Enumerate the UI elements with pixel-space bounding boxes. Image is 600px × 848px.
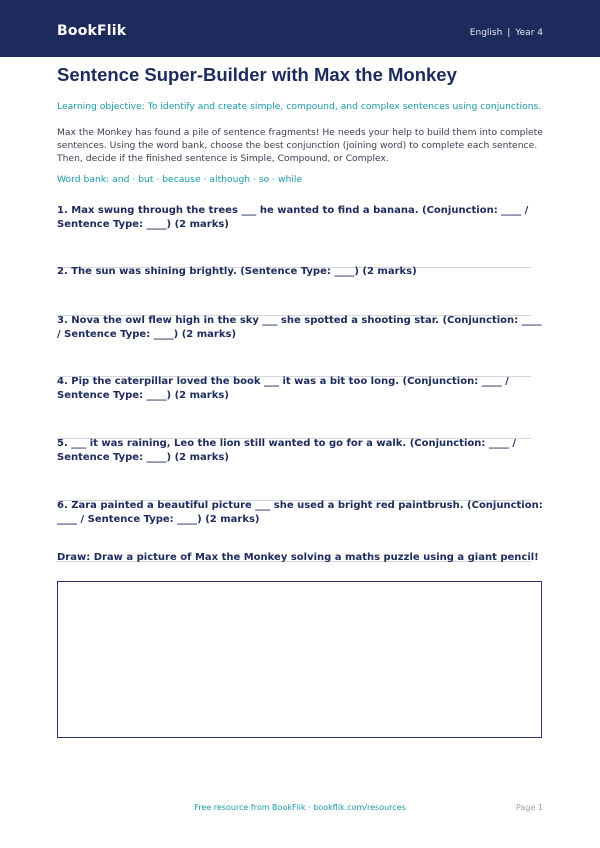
question-6: 6. Zara painted a beautiful picture ___ she used a bright red paintbrush. (Conjunction: ____ / Sentence Type: ____) (2 marks) (57, 500, 543, 526)
draw-prompt: Draw: Draw a picture of Max the Monkey solving a maths puzzle using a giant pencil! (57, 552, 539, 563)
question-3: 3. Nova the owl flew high in the sky ___ she spotted a shooting star. (Conjunction: ____ / Sentence Type: ____) (2 marks) (57, 315, 542, 341)
drawing-area[interactable] (57, 581, 542, 738)
question-5: 5. ___ it was raining, Leo the lion still wanted to go for a walk. (Conjunction: ____ / Sentence Type: ____) (2 marks) (57, 438, 516, 464)
subject-label: English (469, 28, 503, 38)
intro-paragraph: Max the Monkey has found a pile of sentence fragments! He needs your help to build them into complete sentences. Using the word bank, choose the best conjunction (joining word) to complete each sentence. Then, decide if the finished sentence is Simple, Compound, or Complex. (57, 127, 543, 165)
year-label: Year 4 (515, 28, 543, 38)
question-4: 4. Pip the caterpillar loved the book ___ it was a bit too long. (Conjunction: ____ / Sentence Type: ____) (2 marks) (57, 376, 509, 402)
header-meta (470, 28, 543, 38)
page-header (0, 0, 600, 57)
learning-objective: Learning objective: To identify and create simple, compound, and complex sentences using conjunctions. (57, 101, 542, 112)
footer-credit: Free resource from BookFlik · bookflik.com/resources (194, 803, 406, 812)
brand-logo: BookFlik (57, 23, 127, 39)
worksheet-title: Sentence Super-Builder with Max the Monkey (57, 64, 457, 85)
word-bank: Word bank: and · but · because · although · so · while (57, 174, 303, 185)
question-1: 1. Max swung through the trees ___ he wanted to find a banana. (Conjunction: ____ / Sentence Type: ____) (2 marks) (57, 205, 529, 231)
question-2: 2. The sun was shining brightly. (Sentence Type: ____) (2 marks) (57, 266, 417, 277)
page-number: Page 1 (516, 803, 543, 812)
header-separator: | (507, 28, 511, 38)
